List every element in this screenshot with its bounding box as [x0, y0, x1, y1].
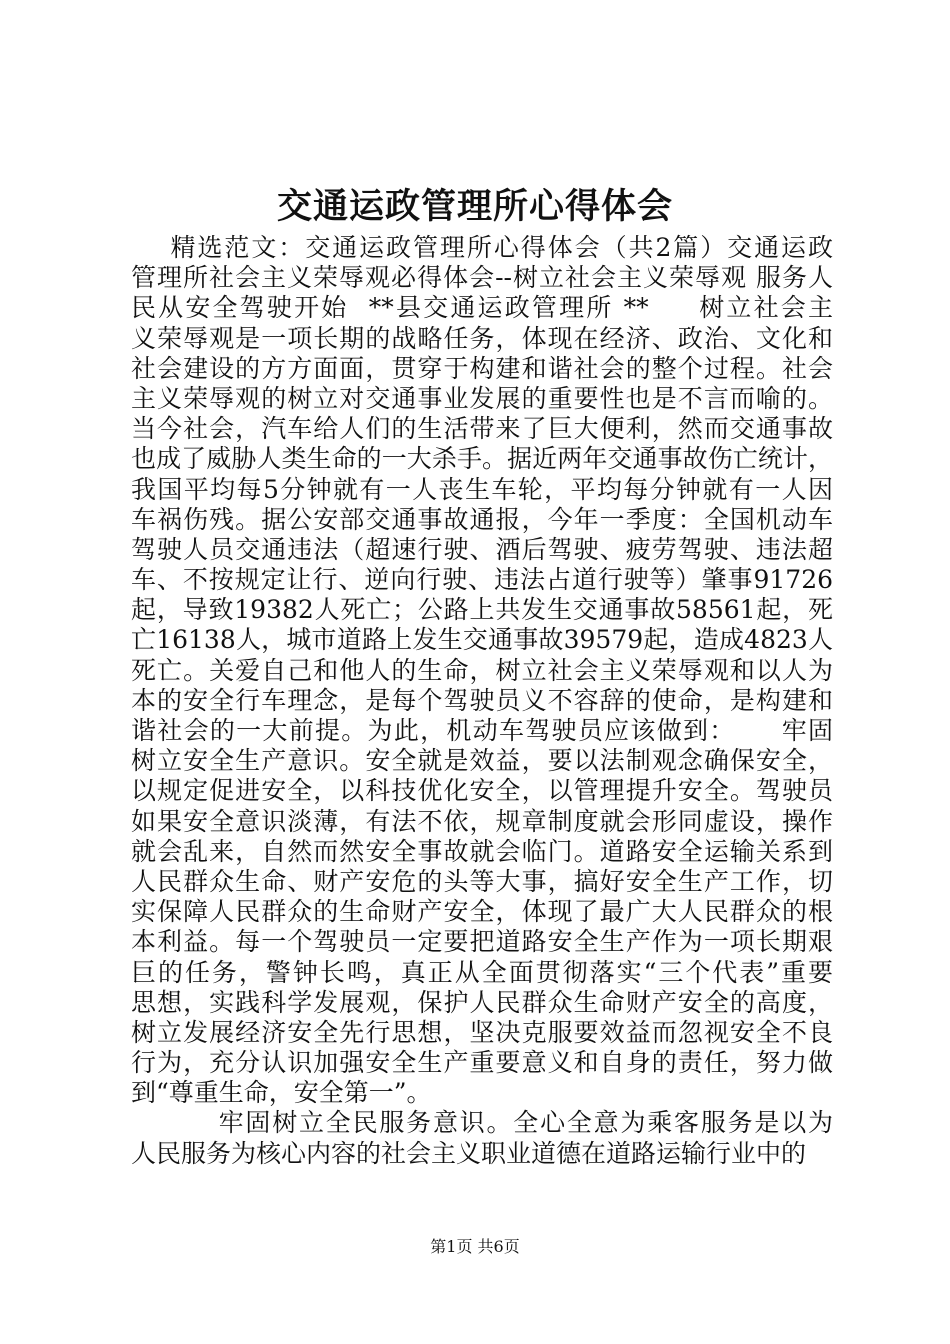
page-footer: 第1页 共6页 [430, 1237, 520, 1256]
body-line: 管理所社会主义荣辱观必得体会--树立社会主义荣辱观 服务人 [131, 263, 833, 293]
body-line: 人民群众生命、财产安危的头等大事，搞好安全生产工作，切 [131, 866, 833, 896]
body-line: 就会乱来，自然而然安全事故就会临门。道路安全运输关系到 [131, 836, 833, 866]
body-line: 行为，充分认识加强安全生产重要意义和自身的责任，努力做 [131, 1048, 833, 1078]
body-line: 主义荣辱观的树立对交通事业发展的重要性也是不言而喻的。 [131, 383, 833, 413]
body-line: 树立发展经济安全先行思想，坚决克服要效益而忽视安全不良 [131, 1017, 833, 1047]
body-line: 思想，实践科学发展观，保护人民群众生命财产安全的高度， [131, 987, 833, 1017]
body-line: 到“尊重生命，安全第一”。 [131, 1078, 432, 1108]
body-line: 民从安全驾驶开始 **县交通运政管理所 ** 树立社会主 [131, 293, 833, 323]
body-line: 车祸伤残。据公安部交通事故通报，今年一季度：全国机动车 [131, 504, 833, 534]
body-line: 社会建设的方方面面，贯穿于构建和谐社会的整个过程。社会 [131, 353, 833, 383]
body-line: 义荣辱观是一项长期的战略任务，体现在经济、政治、文化和 [131, 323, 833, 353]
body-line: 车、不按规定让行、逆向行驶、违法占道行驶等）肇事91726 [131, 565, 833, 595]
body-line: 当今社会，汽车给人们的生活带来了巨大便利，然而交通事故 [131, 414, 833, 444]
body-line: 本的安全行车理念，是每个驾驶员义不容辞的使命，是构建和 [131, 685, 833, 715]
body-line: 如果安全意识淡薄，有法不依，规章制度就会形同虚设，操作 [131, 806, 833, 836]
body-line: 以规定促进安全，以科技优化安全，以管理提升安全。驾驶员 [131, 776, 833, 806]
body-line: 牢固树立全民服务意识。全心全意为乘客服务是以为 [131, 1108, 833, 1138]
body-line: 死亡。关爱自己和他人的生命，树立社会主义荣辱观和以人为 [131, 655, 833, 685]
body-line: 树立安全生产意识。安全就是效益，要以法制观念确保安全， [131, 746, 833, 776]
body-line: 亡16138人，城市道路上发生交通事故39579起，造成4823人 [131, 625, 833, 655]
document-title: 交通运政管理所心得体会 [276, 186, 673, 227]
body-line: 精选范文：交通运政管理所心得体会（共2篇）交通运政 [131, 233, 833, 262]
body-line: 本利益。每一个驾驶员一定要把道路安全生产作为一项长期艰 [131, 927, 833, 957]
body-line: 巨的任务，警钟长鸣，真正从全面贯彻落实“三个代表”重要 [131, 957, 833, 987]
body-line: 驾驶人员交通违法（超速行驶、酒后驾驶、疲劳驾驶、违法超 [131, 534, 833, 564]
body-line: 人民服务为核心内容的社会主义职业道德在道路运输行业中的 [131, 1138, 807, 1168]
body-line: 我国平均每5分钟就有一人丧生车轮，平均每分钟就有一人因 [131, 474, 833, 504]
body-line: 实保障人民群众的生命财产安全，体现了最广大人民群众的根 [131, 897, 833, 927]
body-line: 起，导致19382人死亡；公路上共发生交通事故58561起，死 [131, 595, 833, 625]
body-line: 也成了威胁人类生命的一大杀手。据近两年交通事故伤亡统计， [131, 444, 833, 474]
body-line: 谐社会的一大前提。为此，机动车驾驶员应该做到： 牢固 [131, 716, 833, 745]
document-body [131, 233, 833, 1169]
